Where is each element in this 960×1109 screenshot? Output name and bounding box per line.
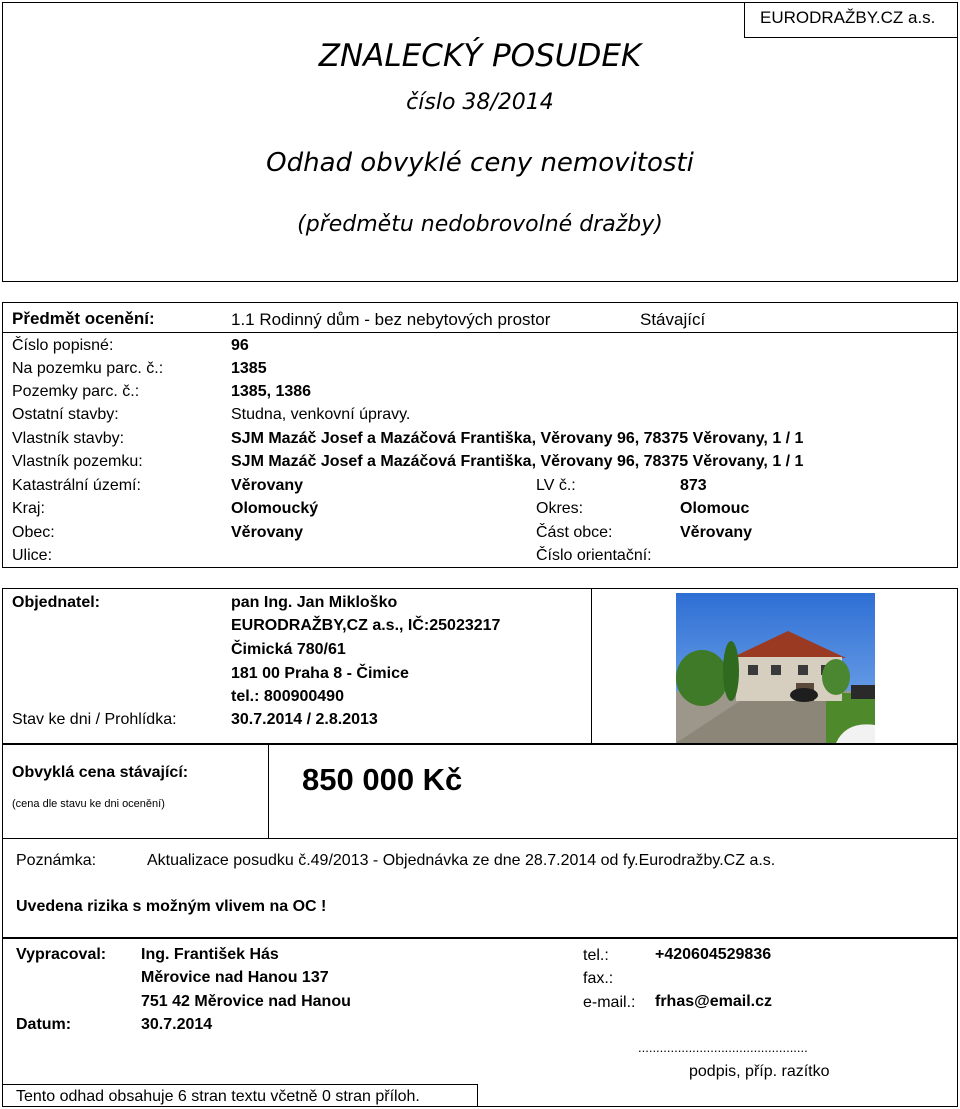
subject-divider (2, 332, 958, 333)
district: Olomouc (680, 500, 750, 517)
plot: 1385 (231, 360, 267, 377)
other: Studna, venkovní úpravy. (231, 406, 411, 423)
plots: 1385, 1386 (231, 383, 312, 400)
doc-title: ZNALECKÝ POSUDEK (318, 38, 642, 74)
region: Olomoucký (231, 500, 319, 517)
doc-number: číslo 38/2014 (406, 90, 554, 115)
price-divider-h (2, 838, 958, 839)
signature-label: podpis, příp. razítko (689, 1063, 830, 1080)
tel-value: +420604529836 (655, 946, 772, 963)
footer-note: Tento odhad obsahuje 6 stran textu včetně 0 stran příloh. (16, 1088, 420, 1105)
risk-note: Uvedena rizika s možným vlivem na OC ! (16, 898, 327, 915)
house-photo-image (676, 593, 875, 743)
owner-building-label: Vlastník stavby: (12, 430, 125, 447)
tel-label: tel.: (583, 947, 609, 964)
client-line5: tel.: 800900490 (231, 688, 344, 705)
street-label: Ulice: (12, 547, 53, 564)
owner-land: SJM Mazáč Josef a Mazáčová Františka, Věrovany 96, 78375 Věrovany, 1 / 1 (231, 453, 804, 470)
lv: 873 (680, 477, 707, 494)
date-value: 30.7.2014 (141, 1016, 213, 1033)
doc-subtitle2: (předmětu nedobrovolné dražby) (297, 212, 663, 237)
author-addr2: 751 42 Měrovice nad Hanou (141, 993, 351, 1010)
part-label: Část obce: (536, 524, 613, 541)
price-value: 850 000 Kč (302, 762, 463, 797)
remark-label: Poznámka: (16, 852, 97, 869)
plot-label: Na pozemku parc. č.: (12, 360, 164, 377)
house-photo (676, 593, 875, 743)
client-line3: Čimická 780/61 (231, 641, 346, 658)
price-divider-v (268, 744, 269, 838)
email-label: e-mail.: (583, 994, 636, 1011)
company-name: EURODRAŽBY.CZ a.s. (760, 8, 936, 27)
lv-label: LV č.: (536, 477, 576, 494)
house-no-label: Číslo popisné: (12, 337, 114, 354)
client-divider (591, 588, 592, 744)
municipality: Věrovany (231, 524, 304, 541)
subject-status: Stávající (640, 310, 706, 329)
district-label: Okres: (536, 500, 584, 517)
state-label: Stav ke dni / Prohlídka: (12, 711, 177, 728)
fax-label: fax.: (583, 970, 614, 987)
author-divider-v (477, 1084, 478, 1107)
house-no: 96 (231, 337, 249, 354)
owner-land-label: Vlastník pozemku: (12, 453, 143, 470)
author-divider (2, 1084, 478, 1085)
municipality-label: Obec: (12, 524, 55, 541)
client-line2: EURODRAŽBY,CZ a.s., IČ:25023217 (231, 617, 501, 634)
other-label: Ostatní stavby: (12, 406, 119, 423)
client-label: Objednatel: (12, 594, 101, 611)
remark: Aktualizace posudku č.49/2013 - Objednávka ze dne 28.7.2014 od fy.Eurodražby.CZ a.s. (147, 852, 776, 869)
email-value: frhas@email.cz (655, 993, 772, 1010)
date-label: Datum: (16, 1016, 72, 1033)
subject-label: Předmět ocenění: (12, 309, 155, 328)
author-name: Ing. František Hás (141, 946, 279, 963)
author-addr1: Měrovice nad Hanou 137 (141, 969, 329, 986)
region-label: Kraj: (12, 500, 45, 517)
client-line4: 181 00 Praha 8 - Čimice (231, 665, 409, 682)
subject-value: 1.1 Rodinný dům - bez nebytových prostor (231, 310, 551, 329)
client-line1: pan Ing. Jan Mikloško (231, 594, 398, 611)
doc-subtitle: Odhad obvyklé ceny nemovitosti (266, 148, 694, 178)
plots-label: Pozemky parc. č.: (12, 383, 140, 400)
owner-building: SJM Mazáč Josef a Mazáčová Františka, Věrovany 96, 78375 Věrovany, 1 / 1 (231, 430, 804, 447)
part: Věrovany (680, 524, 753, 541)
state-value: 30.7.2014 / 2.8.2013 (231, 711, 378, 728)
author-label: Vypracoval: (16, 946, 107, 963)
price-label: Obvyklá cena stávající: (12, 764, 189, 781)
signature-dots: ............................................... (638, 1040, 808, 1055)
cadastre-label: Katastrální území: (12, 477, 141, 494)
cadastre: Věrovany (231, 477, 304, 494)
orient-label: Číslo orientační: (536, 547, 652, 564)
price-note: (cena dle stavu ke dni ocenění) (12, 798, 165, 810)
